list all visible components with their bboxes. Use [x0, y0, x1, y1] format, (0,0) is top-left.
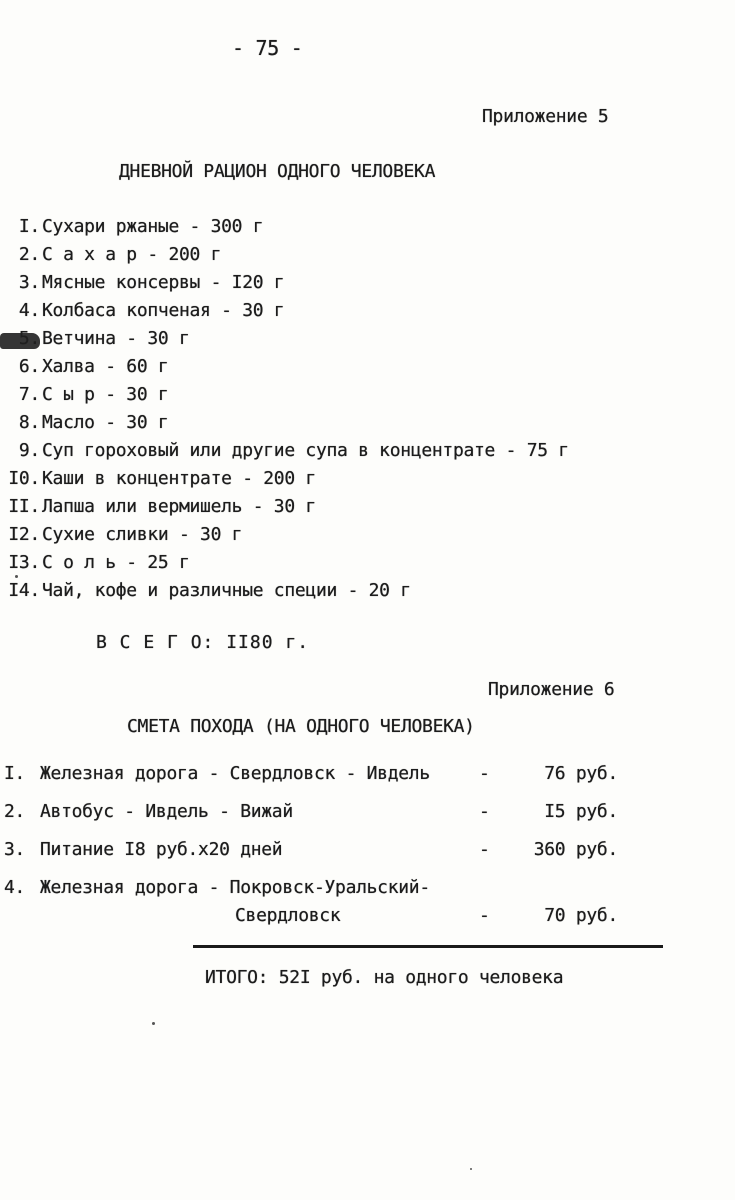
row-description: Железная дорога - Покровск-Уральский-	[40, 877, 430, 898]
item-number: I2.	[8, 524, 40, 545]
row-description: Питание I8 руб.х20 дней	[40, 839, 283, 860]
item-number: I3.	[8, 552, 40, 573]
ration-total-label: В С Е Г О:	[96, 632, 215, 653]
item-text: Колбаса копченая - 30 г	[42, 300, 285, 321]
budget-row	[0, 801, 735, 825]
budget-title: СМЕТА ПОХОДА (НА ОДНОГО ЧЕЛОВЕКА)	[127, 716, 475, 737]
ration-total	[96, 632, 309, 654]
row-number: 4.	[4, 877, 26, 898]
list-item	[0, 328, 569, 356]
row-description: Автобус - Ивдель - Вижай	[40, 801, 293, 822]
list-item	[0, 412, 569, 440]
item-number: 3.	[18, 272, 40, 293]
budget-row	[0, 877, 735, 926]
row-amount: I5 руб.	[544, 801, 618, 822]
item-number: I.	[18, 216, 40, 237]
paper-speck	[470, 1168, 472, 1170]
list-item	[0, 384, 569, 412]
list-item	[0, 496, 569, 524]
row-number: 2.	[4, 801, 26, 822]
item-text: С ы р - 30 г	[42, 384, 169, 405]
item-text: Мясные консервы - I20 г	[42, 272, 285, 293]
grand-total: ИТОГО: 52I руб. на одного человека	[205, 967, 564, 988]
item-number: II.	[8, 496, 40, 517]
row-description-continued: Свердловск	[235, 905, 341, 926]
list-item	[0, 356, 569, 384]
list-item	[0, 524, 569, 552]
list-item	[0, 440, 569, 468]
item-number: I4.	[8, 580, 40, 601]
item-number: 8.	[18, 412, 40, 433]
item-number: 6.	[18, 356, 40, 377]
list-item	[0, 272, 569, 300]
ration-title: ДНЕВНОЙ РАЦИОН ОДНОГО ЧЕЛОВЕКА	[119, 161, 436, 182]
list-item	[0, 300, 569, 328]
item-text: Суп гороховый или другие супа в концентрате - 75 г	[42, 440, 569, 461]
appendix-6-label: Приложение 6	[488, 679, 615, 700]
item-text: Каши в концентрате - 200 г	[42, 468, 316, 489]
paper-speck	[152, 1022, 155, 1025]
item-text: Сухие сливки - 30 г	[42, 524, 243, 545]
list-item	[0, 244, 569, 272]
appendix-5-label: Приложение 5	[482, 106, 609, 127]
list-item	[0, 580, 569, 608]
paper-speck	[15, 575, 18, 578]
row-amount: 76 руб.	[544, 763, 618, 784]
ration-total-value: II80 г.	[226, 632, 310, 653]
row-amount: 70 руб.	[544, 905, 618, 926]
row-dash: -	[479, 839, 490, 860]
item-text: С а х а р - 200 г	[42, 244, 222, 265]
item-number: 7.	[18, 384, 40, 405]
row-number: I.	[4, 763, 26, 784]
item-number: 2.	[18, 244, 40, 265]
item-text: Ветчина - 30 г	[42, 328, 190, 349]
item-number: 4.	[18, 300, 40, 321]
row-amount: 360 руб.	[533, 839, 618, 860]
row-description: Железная дорога - Свердловск - Ивдель	[40, 763, 430, 784]
list-item	[0, 552, 569, 580]
list-item	[0, 216, 569, 244]
item-number: 9.	[18, 440, 40, 461]
row-number: 3.	[4, 839, 26, 860]
row-dash: -	[479, 763, 490, 784]
list-item	[0, 468, 569, 496]
item-text: Сухари ржаные - 300 г	[42, 216, 264, 237]
row-dash: -	[479, 905, 490, 926]
ink-smudge	[0, 333, 40, 349]
item-text: Лапша или вермишель - 30 г	[42, 496, 316, 517]
ration-list	[0, 216, 569, 608]
item-number: I0.	[8, 468, 40, 489]
budget-row	[0, 839, 735, 863]
row-dash: -	[479, 801, 490, 822]
item-text: Масло - 30 г	[42, 412, 169, 433]
item-text: С о л ь - 25 г	[42, 552, 190, 573]
budget-row	[0, 763, 735, 787]
page-number: - 75 -	[232, 36, 303, 60]
item-text: Чай, кофе и различные специи - 20 г	[42, 580, 411, 601]
item-text: Халва - 60 г	[42, 356, 169, 377]
total-divider	[193, 945, 663, 948]
